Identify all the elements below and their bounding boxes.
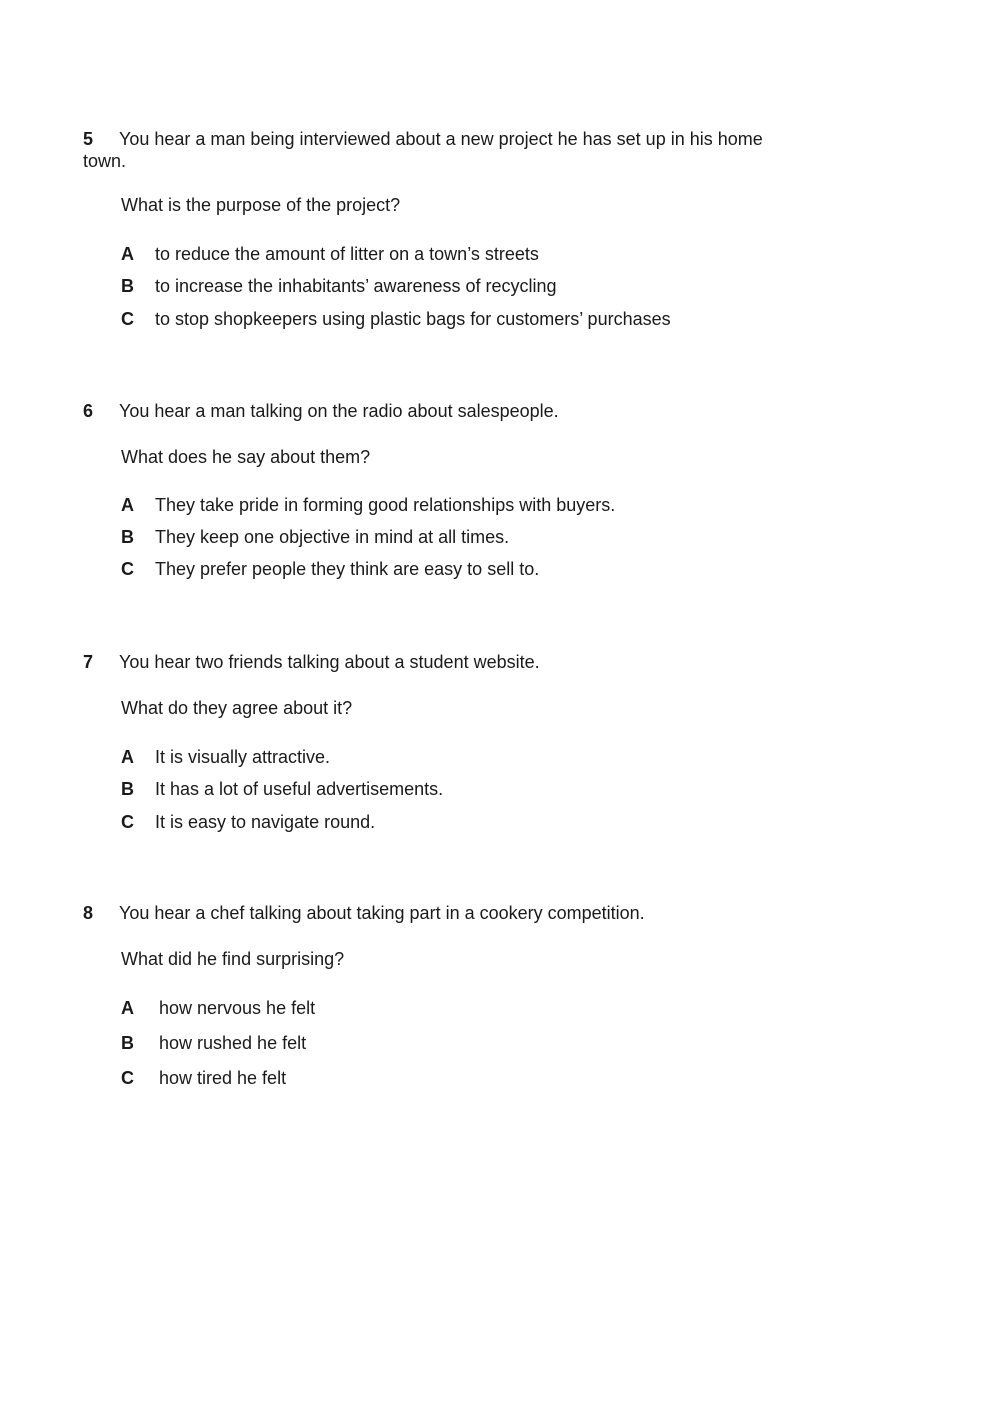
option-b[interactable] [121,1032,306,1054]
option-b[interactable] [121,526,509,548]
option-letter: C [121,559,134,579]
option-letter: B [121,779,134,799]
option-letter: C [121,309,134,329]
question-text: You hear two friends talking about a student website. [119,652,540,672]
question-stem [83,902,803,924]
question-stem [83,400,803,422]
question-text: You hear a man talking on the radio about salespeople. [119,401,559,421]
option-c[interactable] [121,811,375,833]
option-text: to stop shopkeepers using plastic bags for customers’ purchases [155,309,671,329]
option-text: to increase the inhabitants’ awareness of recycling [155,276,557,296]
option-text: It is visually attractive. [155,747,331,767]
question-stem [83,651,803,673]
question-number: 6 [83,401,94,421]
option-text: how tired he felt [159,1068,287,1088]
option-c[interactable] [121,558,539,580]
option-letter: B [121,1033,134,1053]
option-text: how nervous he felt [159,998,316,1018]
option-b[interactable] [121,275,557,297]
option-text: They take pride in forming good relationships with buyers. [155,495,616,515]
option-letter: C [121,1068,134,1088]
question-prompt: What does he say about them? [121,447,371,467]
option-letter: B [121,276,134,296]
option-text: to reduce the amount of litter on a town’s streets [155,244,539,264]
question-prompt: What is the purpose of the project? [121,195,401,215]
option-letter: C [121,812,134,832]
option-letter: A [121,244,134,264]
question-8 [83,902,803,1088]
option-letter: B [121,527,134,547]
option-text: It has a lot of useful advertisements. [155,779,444,799]
option-c[interactable] [121,308,671,330]
question-text: You hear a man being interviewed about a new project he has set up in his home town. [83,129,763,171]
question-stem [83,128,803,172]
option-letter: A [121,998,134,1018]
question-text: You hear a chef talking about taking part in a cookery competition. [119,903,645,923]
question-prompt: What do they agree about it? [121,698,353,718]
option-letter: A [121,747,134,767]
option-text: how rushed he felt [159,1033,307,1053]
question-number: 8 [83,903,94,923]
question-number: 7 [83,652,94,672]
option-a[interactable] [121,997,315,1019]
option-letter: A [121,495,134,515]
question-5 [83,128,803,329]
option-a[interactable] [121,243,539,265]
option-a[interactable] [121,746,330,768]
question-number: 5 [83,129,94,149]
question-7 [83,651,803,832]
question-6 [83,400,803,579]
option-text: They prefer people they think are easy to sell to. [155,559,540,579]
option-text: They keep one objective in mind at all times. [155,527,510,547]
option-text: It is easy to navigate round. [155,812,376,832]
option-b[interactable] [121,778,443,800]
question-prompt: What did he find surprising? [121,949,345,969]
option-c[interactable] [121,1067,286,1089]
option-a[interactable] [121,494,615,516]
